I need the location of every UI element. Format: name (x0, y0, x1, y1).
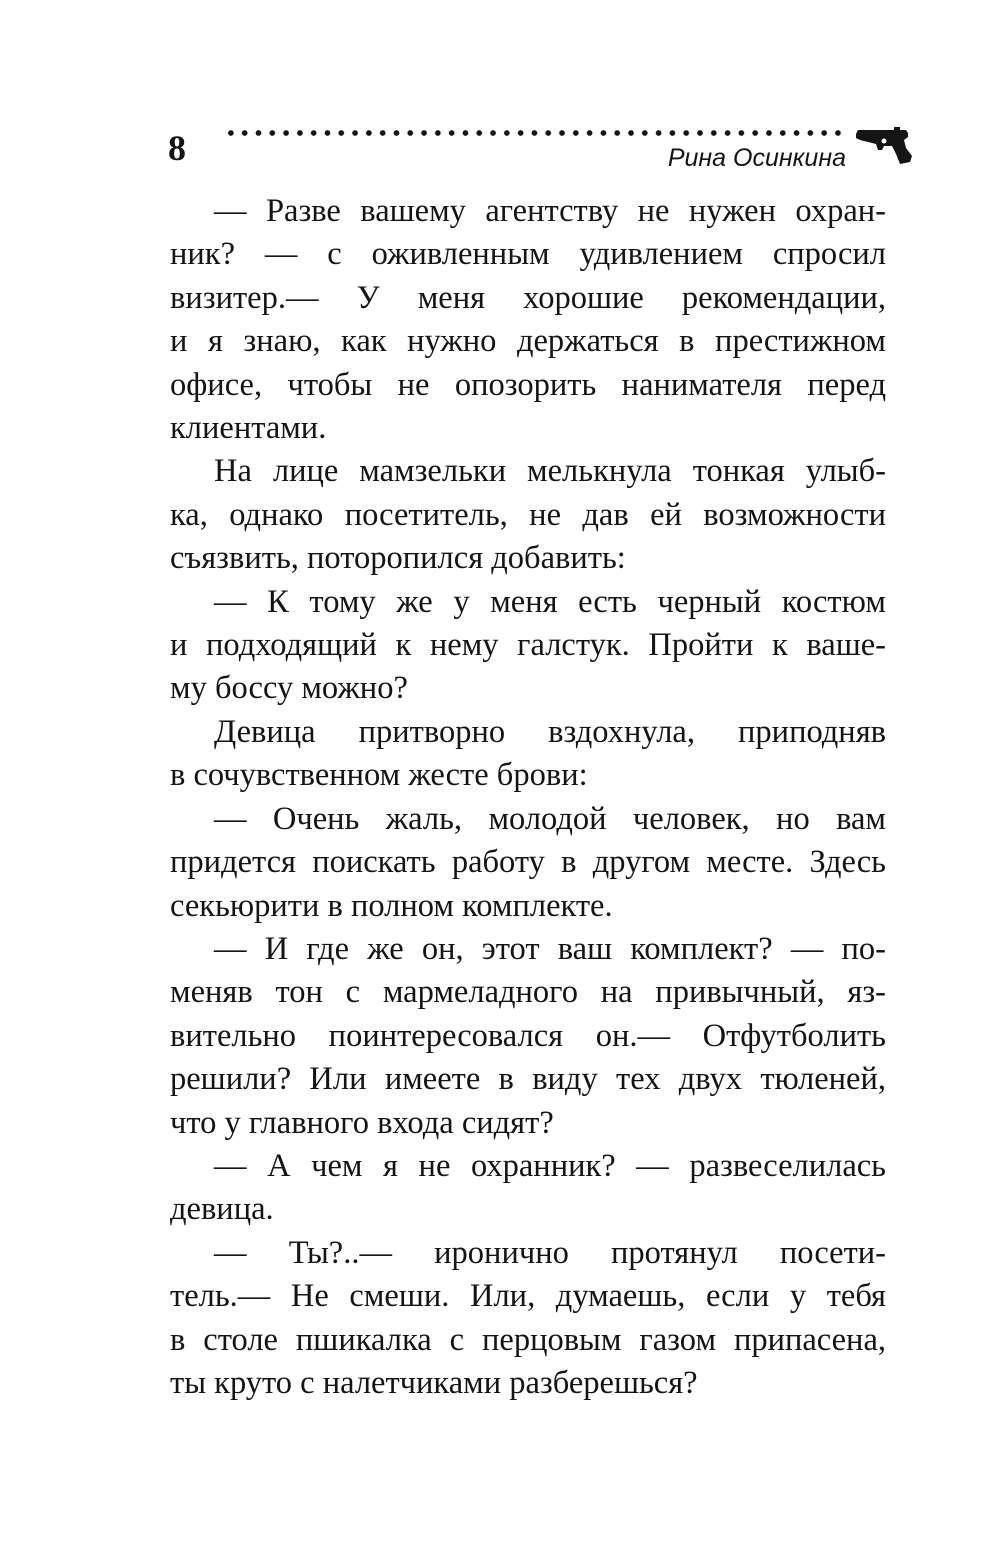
text-line: вительно поинтересовался он.— Отфутболить (170, 1017, 886, 1054)
text-line: — Разве вашему агентству не нужен охран- (214, 193, 886, 229)
revolver-icon (854, 124, 916, 166)
header-dotted-rule (224, 128, 842, 138)
text-line: — А чем я не охранник? — развеселилась (214, 1147, 886, 1184)
text-line: тель.— Не смеши. Или, думаешь, если у тебя (170, 1278, 886, 1315)
text-line: — И где же он, этот ваш комплект? — по- (214, 930, 886, 967)
text-line: Девица притворно вздохнула, приподняв (214, 713, 886, 750)
text-line: и подходящий к нему галстук. Пройти к ваше- (170, 627, 886, 664)
text-line: ник? — с оживленным удивлением спросил (170, 236, 886, 273)
author-name: Рина Осинкина (667, 144, 846, 172)
text-line: придется поискать работу в другом месте. Здесь (170, 844, 886, 881)
text-line: решили? Или имеете в виду тех двух тюленей, (170, 1061, 886, 1098)
text-line: му боссу можно? (170, 670, 408, 707)
text-line: девица. (170, 1191, 274, 1228)
text-line: в сочувственном жесте брови: (170, 757, 588, 794)
text-line: съязвить, поторопился добавить: (170, 540, 626, 577)
text-line: в столе пшикалка с перцовым газом припасена, (170, 1321, 886, 1358)
text-line: и я знаю, как нужно держаться в престижном (170, 323, 886, 360)
text-line: визитер.— У меня хорошие рекомендации, (170, 279, 886, 316)
text-line: клиентами. (170, 410, 327, 447)
text-line: ка, однако посетитель, не дав ей возможности (170, 496, 886, 533)
text-line: На лице мамзельки мелькнула тонкая улыб- (214, 453, 886, 490)
text-line: — Ты?..— иронично протянул посети- (214, 1234, 886, 1271)
text-line: меняв тон с мармеладного на привычный, яз- (170, 974, 886, 1011)
text-line: ты круто с налетчиками разберешься? (170, 1364, 698, 1401)
text-line: офисе, чтобы не опозорить нанимателя перед (170, 366, 886, 403)
page-number: 8 (168, 128, 186, 168)
text-line: секьюрити в полном комплекте. (170, 887, 613, 924)
text-line: — К тому же у меня есть черный костюм (214, 583, 886, 620)
text-body (170, 190, 886, 1405)
text-line: — Очень жаль, молодой человек, но вам (214, 800, 886, 837)
text-line: что у главного входа сидят? (170, 1104, 554, 1141)
